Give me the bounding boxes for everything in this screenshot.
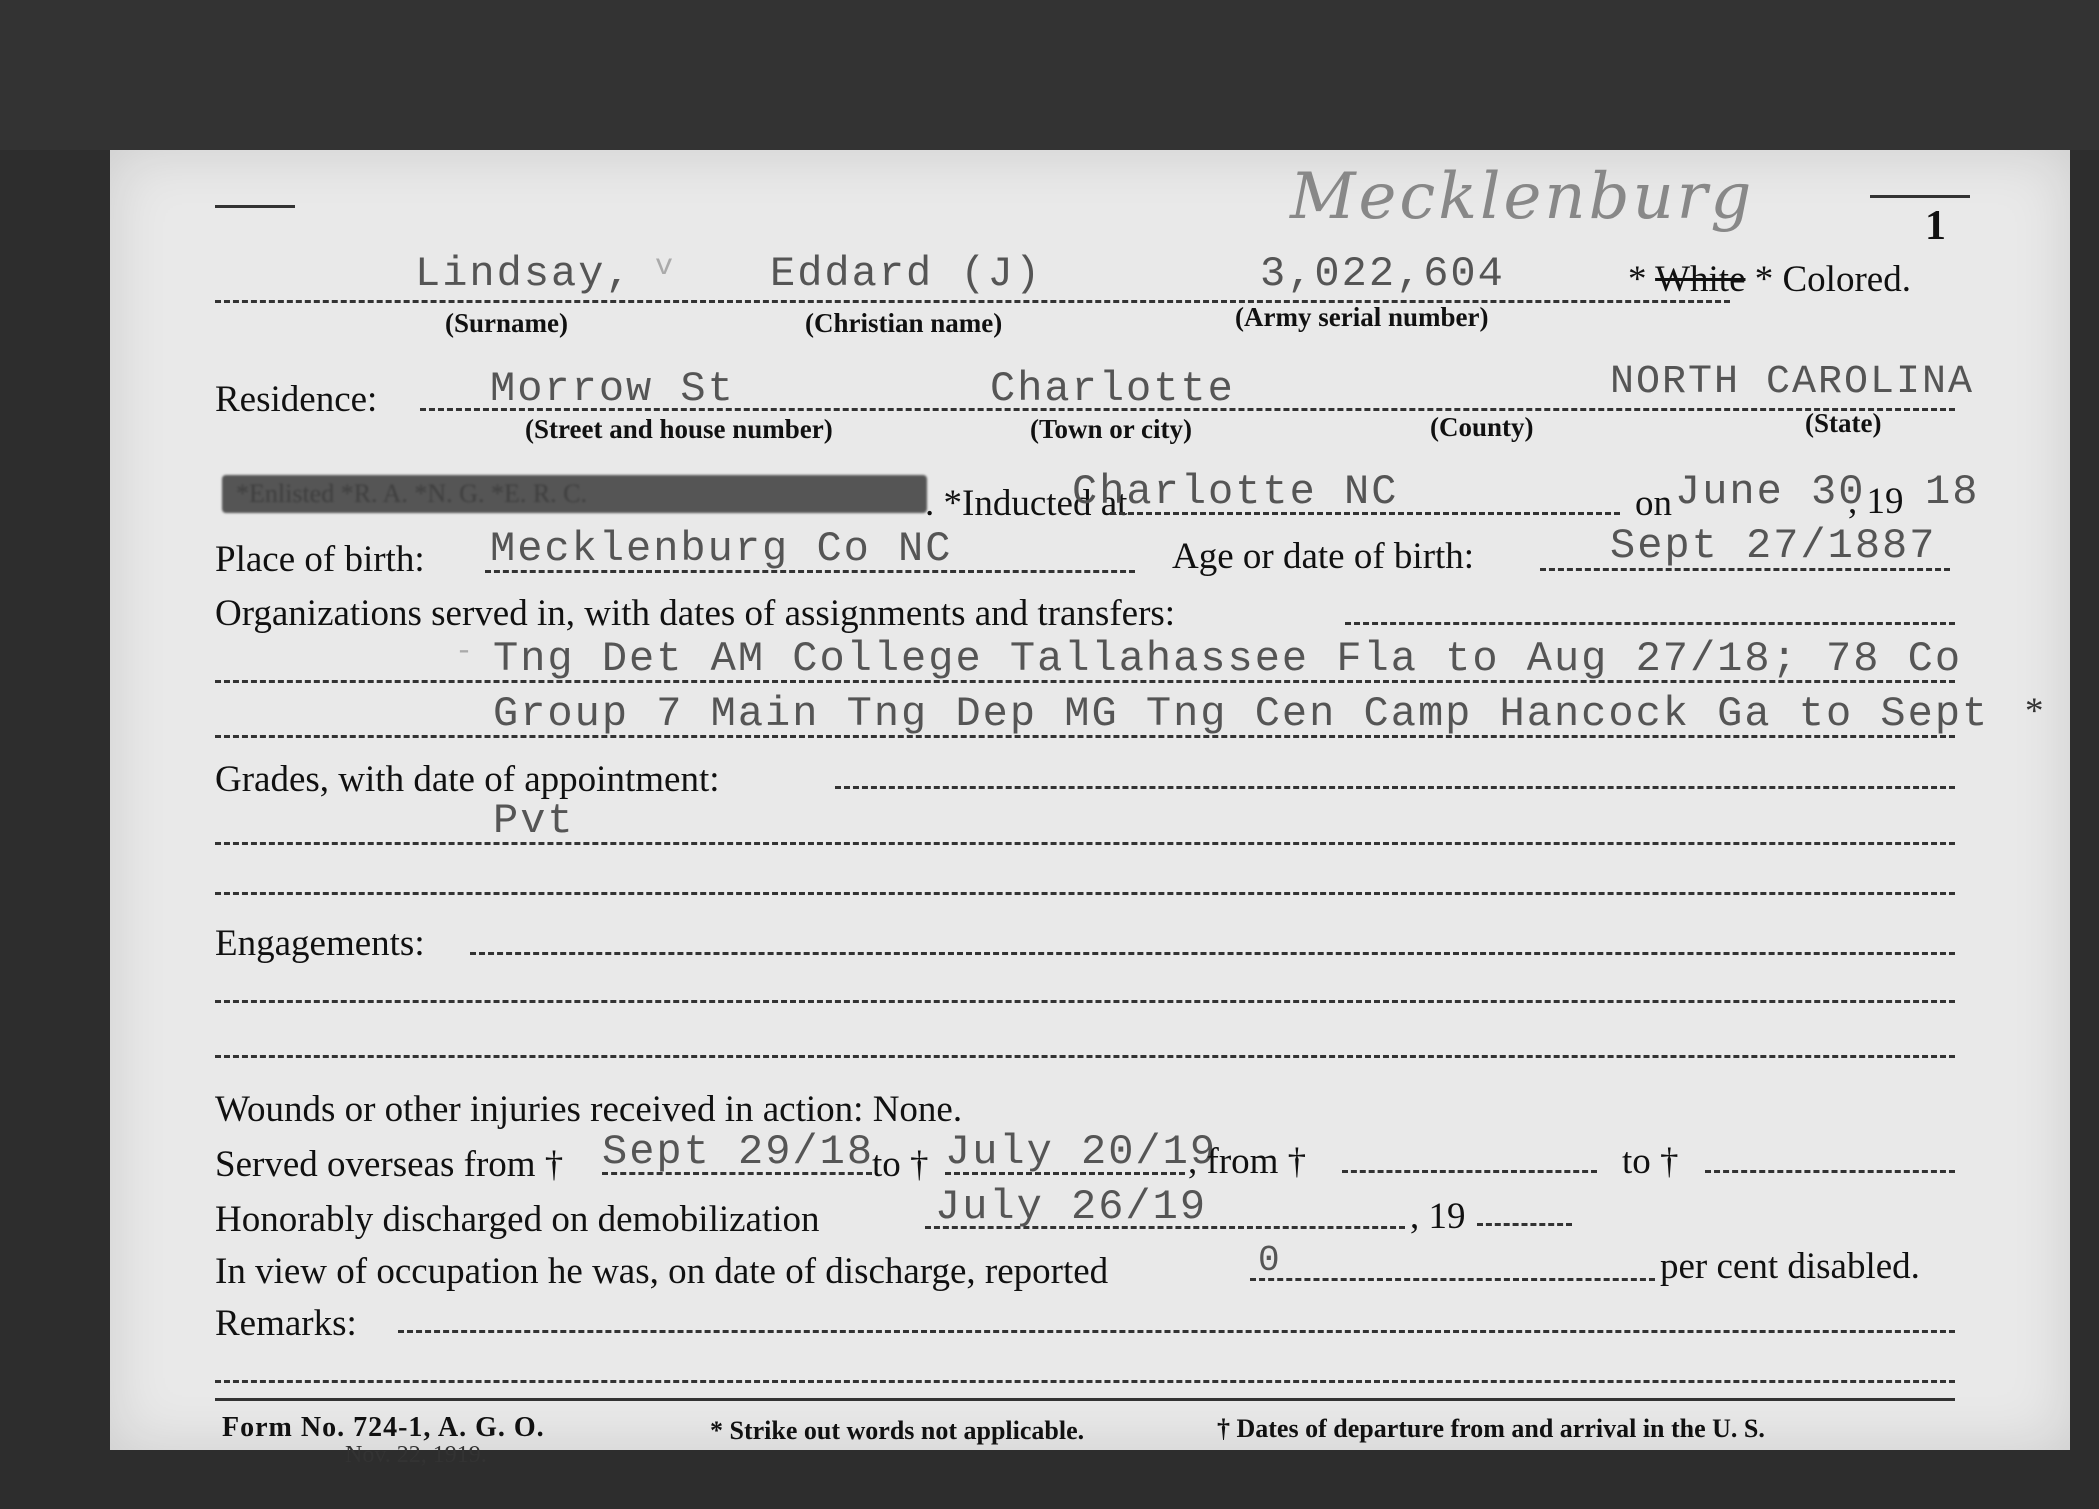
overseas-to-value: July 20/19 (945, 1128, 1218, 1176)
remarks-line-1 (398, 1330, 1955, 1333)
race-prefix: * (1628, 259, 1656, 300)
disability-value: 0 (1258, 1240, 1282, 1281)
grades-label-line (835, 786, 1955, 789)
overseas-to2-label: to † (1622, 1141, 1679, 1182)
birth-place-value: Mecklenburg Co NC (490, 525, 953, 573)
dates-note: † Dates of departure from and arrival in the U. S. (1217, 1414, 1765, 1443)
inducted-place: Charlotte NC (1072, 468, 1399, 516)
organizations-line-1-mark: - (455, 635, 476, 669)
overseas-from-value: Sept 29/18 (602, 1128, 875, 1176)
residence-state: NORTH CAROLINA (1610, 360, 1975, 405)
overseas-from-label: Served overseas from † (215, 1144, 564, 1185)
disability-label: In view of occupation he was, on date of discharge, reported (215, 1251, 1109, 1292)
inducted-on-label: on (1635, 483, 1672, 524)
form-number: Form No. 724-1, A. G. O. (222, 1412, 545, 1443)
state-label: (State) (1805, 408, 1882, 438)
organizations-label: Organizations served in, with dates of assignments and transfers: (215, 593, 1176, 634)
engagements-line-1 (215, 1000, 1955, 1003)
race-colored: * Colored. (1754, 259, 1911, 300)
inducted-year: 18 (1925, 468, 1980, 516)
organizations-line-1-text: Tng Det AM College Tallahassee Fla to Aug 27/18; 78 Co (493, 635, 1963, 683)
discharge-label: Honorably discharged on demobilization (215, 1199, 820, 1240)
overseas-from2-line (1342, 1170, 1597, 1173)
footer-rule (215, 1398, 1955, 1401)
discharge-year-label: , 19 (1410, 1196, 1466, 1237)
record-card (110, 150, 2070, 1468)
obscured-enlistment-options (222, 475, 927, 513)
race-white: White (1655, 259, 1746, 300)
form-date: Nov. 22, 1919. (345, 1442, 487, 1468)
inducted-year-label: , 19 (1848, 481, 1904, 522)
overseas-from2-label: , from † (1188, 1141, 1307, 1182)
card-number-rule (1870, 195, 1970, 198)
surname-mark: v (655, 250, 676, 284)
inducted-label: . *Inducted at (925, 483, 1128, 524)
discharge-date: July 26/19 (935, 1183, 1208, 1231)
surname-label: (Surname) (445, 308, 568, 338)
birth-place-label: Place of birth: (215, 539, 425, 580)
residence-label: Residence: (215, 379, 378, 420)
organizations-label-line (1345, 622, 1955, 625)
county-handwritten: Mecklenburg (1290, 160, 1755, 234)
obscured-enlistment-text: *Enlisted *R. A. *N. G. *E. R. C. (236, 479, 588, 508)
top-left-rule (215, 205, 295, 208)
grades-value: Pvt (493, 797, 575, 845)
card-number: 1 (1925, 203, 1946, 249)
grades-line-2 (215, 892, 1955, 895)
surname-value: Lindsay, (415, 250, 633, 298)
engagements-line-2 (215, 1055, 1955, 1058)
inducted-date: June 30 (1675, 468, 1866, 516)
engagements-label: Engagements: (215, 923, 425, 964)
remarks-line-2 (215, 1380, 1955, 1383)
grades-label: Grades, with date of appointment: (215, 759, 720, 800)
grades-line-1 (215, 842, 1955, 845)
residence-town: Charlotte (990, 365, 1235, 413)
name-line (215, 300, 1730, 303)
birth-date-label: Age or date of birth: (1172, 536, 1475, 577)
residence-street: Morrow St (490, 365, 735, 413)
overseas-to2-line (1705, 1170, 1955, 1173)
overseas-to-label: to † (872, 1144, 929, 1185)
wounds-text: Wounds or other injuries received in action: None. (215, 1089, 963, 1130)
birth-date-value: Sept 27/1887 (1610, 522, 1937, 570)
remarks-label: Remarks: (215, 1303, 357, 1344)
organizations-continued-mark: * (2025, 691, 2044, 732)
race-field (1628, 258, 1911, 301)
background-top (0, 0, 2099, 150)
engagements-label-line (470, 952, 1955, 955)
discharge-year-line (1477, 1223, 1572, 1226)
serial-number-value: 3,022,604 (1260, 250, 1505, 298)
town-label: (Town or city) (1030, 414, 1192, 444)
county-label: (County) (1430, 412, 1534, 442)
strike-note: * Strike out words not applicable. (710, 1416, 1085, 1445)
organizations-line-2-text: Group 7 Main Tng Dep MG Tng Cen Camp Hancock Ga to Sept (493, 690, 1990, 738)
disability-suffix: per cent disabled. (1660, 1246, 1920, 1287)
christian-name-label: (Christian name) (805, 308, 1003, 338)
street-label: (Street and house number) (525, 414, 833, 444)
christian-name-value: Eddard (J) (770, 250, 1043, 298)
serial-number-label: (Army serial number) (1235, 302, 1489, 332)
disability-line (1250, 1278, 1655, 1281)
